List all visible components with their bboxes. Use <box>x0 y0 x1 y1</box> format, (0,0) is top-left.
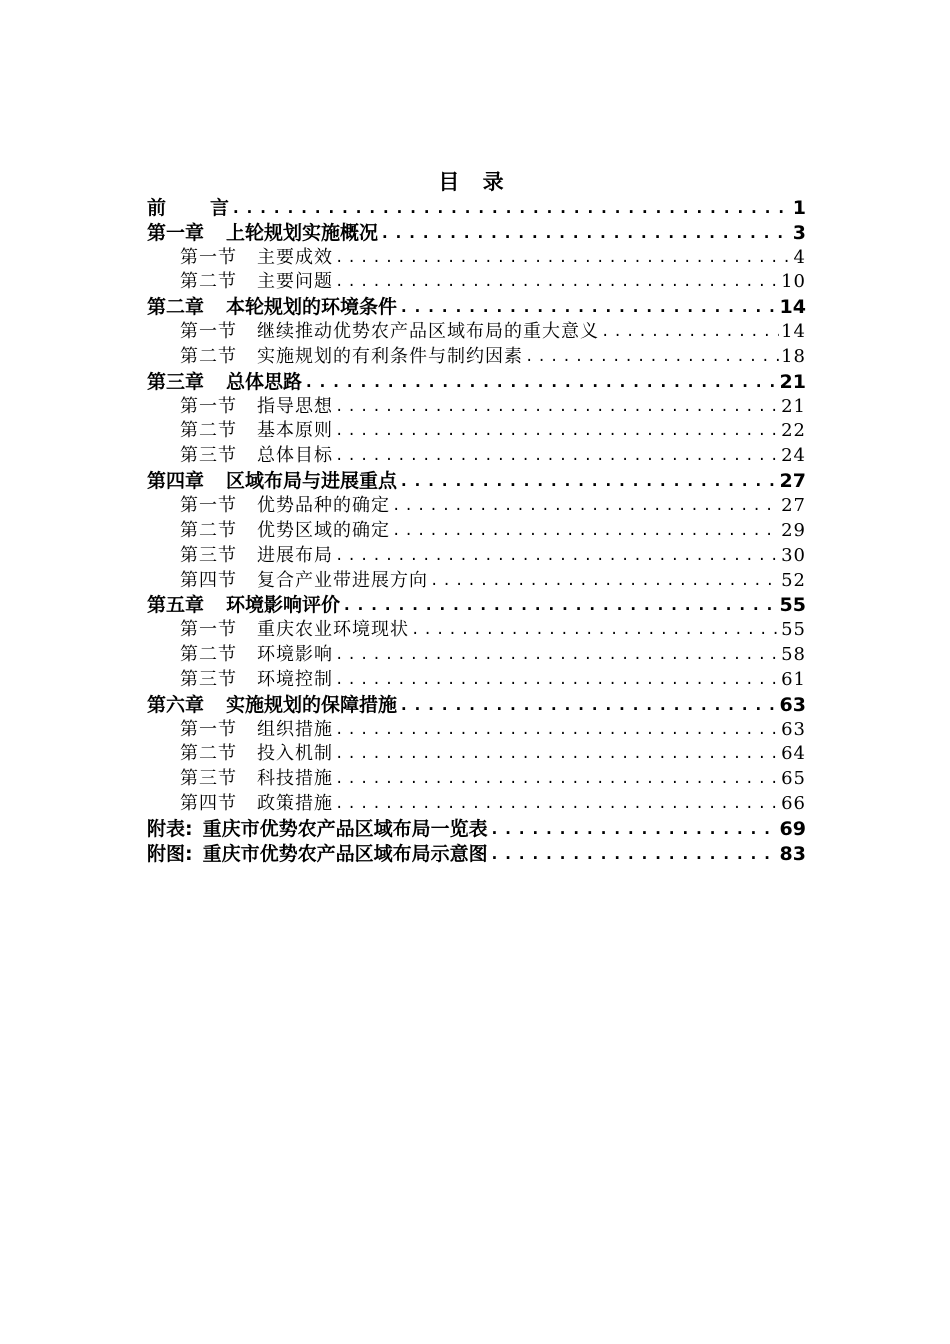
dot-leader <box>411 619 779 641</box>
toc-page-number: 69 <box>779 817 806 840</box>
toc-entry-title: 总体目标 <box>257 445 333 467</box>
toc-section-entry[interactable] <box>147 318 806 343</box>
dot-leader <box>335 545 779 567</box>
toc-entry-title: 主要问题 <box>257 271 333 293</box>
toc-entry-number: 第二节 <box>180 271 237 293</box>
dot-leader <box>335 396 779 418</box>
toc-page-number: 30 <box>781 544 806 566</box>
toc-entry-title: 重庆农业环境现状 <box>257 619 409 641</box>
toc-section-entry[interactable] <box>147 418 806 443</box>
toc-entry-title: 总体思路 <box>226 370 303 393</box>
toc-entry-label <box>180 619 409 641</box>
toc-entry-number: 第三节 <box>180 445 237 467</box>
toc-entry-label <box>180 768 333 790</box>
dot-leader <box>335 420 779 442</box>
toc-entry-label <box>180 321 599 343</box>
toc-entry-number: 第四节 <box>180 793 237 815</box>
toc-entry-number: 第一节 <box>180 718 237 740</box>
toc-page-number: 27 <box>781 494 806 516</box>
toc-page-number: 55 <box>779 594 806 617</box>
toc-appendix-entry[interactable] <box>147 840 806 865</box>
toc-entry-number: 第六章 <box>147 693 205 716</box>
dot-leader <box>304 371 778 393</box>
toc-entry-title: 复合产业带进展方向 <box>257 569 428 591</box>
toc-entry-number: 第三章 <box>147 370 205 393</box>
toc-entry-number: 第二节 <box>180 743 237 765</box>
toc-entry-title: 环境影响评价 <box>226 594 341 617</box>
dot-leader <box>430 570 779 592</box>
toc-entry-label <box>180 545 333 567</box>
toc-page-number: 4 <box>793 246 806 268</box>
toc-entry-title: 优势品种的确定 <box>257 494 390 516</box>
toc-page-number: 61 <box>781 668 806 690</box>
toc-page-number: 14 <box>781 321 806 343</box>
toc-entry-label <box>180 271 333 293</box>
toc-page-number: 21 <box>779 370 806 393</box>
toc-section-entry[interactable] <box>147 442 806 467</box>
toc-chapter-entry[interactable] <box>147 293 806 318</box>
toc-section-entry[interactable] <box>147 492 806 517</box>
toc-entry-number: 前 <box>147 196 167 219</box>
toc-entry-label <box>180 495 390 517</box>
toc-entry-number: 第一章 <box>147 221 205 244</box>
toc-entry-number: 第二节 <box>180 644 237 666</box>
toc-page-number: 22 <box>781 420 806 442</box>
toc-entry-title: 指导思想 <box>257 395 333 417</box>
toc-entry-number: 附图: <box>147 842 193 865</box>
toc-chapter-entry[interactable] <box>147 368 806 393</box>
toc-entry-label <box>180 669 333 691</box>
toc-section-entry[interactable] <box>147 542 806 567</box>
toc-entry-number: 第三节 <box>180 668 237 690</box>
toc-chapter-entry[interactable] <box>147 219 806 244</box>
toc-entry-label <box>147 222 378 244</box>
dot-leader <box>399 470 778 492</box>
toc-section-entry[interactable] <box>147 567 806 592</box>
toc-entry-title: 实施规划的有利条件与制约因素 <box>257 345 523 367</box>
toc-entry-number: 第四章 <box>147 470 205 493</box>
toc-page-number: 83 <box>779 842 806 865</box>
toc-page-number: 24 <box>781 445 806 467</box>
toc-entry-label <box>147 371 302 393</box>
dot-leader <box>335 644 779 666</box>
dot-leader <box>335 768 779 790</box>
toc-section-entry[interactable] <box>147 343 806 368</box>
toc-section-entry[interactable] <box>147 716 806 741</box>
toc-entry-title: 优势区域的确定 <box>257 519 390 541</box>
toc-entry-title: 组织措施 <box>257 718 333 740</box>
toc-entry-title: 投入机制 <box>257 743 333 765</box>
toc-entry-title: 上轮规划实施概况 <box>226 221 379 244</box>
dot-leader <box>399 296 778 318</box>
toc-entry-number: 第二节 <box>180 345 237 367</box>
dot-leader <box>335 445 779 467</box>
toc-entry-title: 主要成效 <box>257 246 333 268</box>
toc-entry-label <box>180 570 428 592</box>
toc-page-number: 63 <box>781 718 806 740</box>
dot-leader <box>231 197 791 219</box>
toc-entry-label <box>180 793 333 815</box>
dot-leader <box>601 321 779 343</box>
toc-entry-label <box>180 445 333 467</box>
toc-entry-title: 言 <box>210 196 230 219</box>
toc-entry-title: 环境影响 <box>257 644 333 666</box>
toc-chapter-entry[interactable] <box>147 592 806 617</box>
toc-section-entry[interactable] <box>147 269 806 294</box>
toc-entry-label <box>147 197 229 219</box>
toc-entry-title: 重庆市优势农产品区域布局一览表 <box>202 817 488 840</box>
toc-chapter-entry[interactable] <box>147 691 806 716</box>
toc-page-number: 29 <box>781 519 806 541</box>
dot-leader <box>490 843 778 865</box>
dot-leader <box>490 818 778 840</box>
page-title: 目 录 <box>438 170 512 194</box>
toc-entry-number: 第二节 <box>180 519 237 541</box>
dot-leader <box>335 743 779 765</box>
toc-chapter-entry[interactable] <box>147 194 806 219</box>
dot-leader <box>342 594 778 616</box>
toc-section-entry[interactable] <box>147 790 806 815</box>
toc-entry-number: 第一节 <box>180 395 237 417</box>
toc-page-number: 10 <box>781 271 806 293</box>
toc-entry-title: 本轮规划的环境条件 <box>226 296 398 319</box>
toc-section-entry[interactable] <box>147 666 806 691</box>
toc-entry-number: 第一节 <box>180 246 237 268</box>
toc-section-entry[interactable] <box>147 393 806 418</box>
toc-page-number: 63 <box>779 693 806 716</box>
toc-entry-title: 实施规划的保障措施 <box>226 693 398 716</box>
toc-entry-label <box>180 743 333 765</box>
toc-section-entry[interactable] <box>147 765 806 790</box>
toc-entry-number: 第一节 <box>180 494 237 516</box>
toc-entry-label <box>180 520 390 542</box>
toc-entry-title: 重庆市优势农产品区域布局示意图 <box>202 842 488 865</box>
toc-entry-number: 附表: <box>147 817 193 840</box>
toc-page-number: 52 <box>781 569 806 591</box>
toc-entry-number: 第四节 <box>180 569 237 591</box>
toc-entry-title: 科技措施 <box>257 768 333 790</box>
dot-leader <box>335 271 779 293</box>
toc-entry-title: 进展布局 <box>257 544 333 566</box>
dot-leader <box>380 222 791 244</box>
toc-page-number: 64 <box>781 743 806 765</box>
toc-entry-title: 区域布局与进展重点 <box>226 470 398 493</box>
toc-entry-label <box>147 594 340 616</box>
toc-entry-label <box>147 694 397 716</box>
toc-page-number: 58 <box>781 644 806 666</box>
toc-page-number: 27 <box>779 470 806 493</box>
dot-leader <box>399 694 778 716</box>
toc-entry-label <box>147 843 488 865</box>
toc-entry-label <box>180 644 333 666</box>
toc-entry-label <box>147 296 397 318</box>
toc-entry-number: 第一节 <box>180 619 237 641</box>
toc-entry-title: 环境控制 <box>257 668 333 690</box>
toc-page-number: 55 <box>781 619 806 641</box>
toc-entry-number: 第五章 <box>147 594 205 617</box>
toc-entry-label <box>180 719 333 741</box>
toc-entry-title: 基本原则 <box>257 420 333 442</box>
toc-entry-label <box>180 396 333 418</box>
toc-page-number: 1 <box>792 196 806 219</box>
toc-entry-label <box>147 470 397 492</box>
toc-section-entry[interactable] <box>147 616 806 641</box>
toc-entry-number: 第一节 <box>180 321 237 343</box>
table-of-contents <box>147 194 806 865</box>
toc-section-entry[interactable] <box>147 244 806 269</box>
toc-page-number: 21 <box>781 395 806 417</box>
dot-leader <box>335 669 779 691</box>
toc-appendix-entry[interactable] <box>147 815 806 840</box>
dot-leader <box>335 793 779 815</box>
toc-page-number: 66 <box>781 793 806 815</box>
toc-entry-label <box>180 247 333 269</box>
toc-entry-number: 第三节 <box>180 768 237 790</box>
toc-section-entry[interactable] <box>147 641 806 666</box>
toc-entry-number: 第三节 <box>180 544 237 566</box>
toc-section-entry[interactable] <box>147 741 806 766</box>
toc-page-number: 18 <box>781 345 806 367</box>
toc-chapter-entry[interactable] <box>147 467 806 492</box>
toc-entry-title: 继续推动优势农产品区域布局的重大意义 <box>257 321 599 343</box>
toc-entry-label <box>180 420 333 442</box>
toc-entry-number: 第二节 <box>180 420 237 442</box>
toc-entry-number: 第二章 <box>147 296 205 319</box>
toc-entry-label <box>147 818 488 840</box>
toc-entry-label <box>180 346 523 368</box>
dot-leader <box>392 520 779 542</box>
dot-leader <box>392 495 779 517</box>
toc-page-number: 14 <box>779 296 806 319</box>
toc-page-number: 65 <box>781 768 806 790</box>
dot-leader <box>335 719 779 741</box>
toc-entry-title: 政策措施 <box>257 793 333 815</box>
dot-leader <box>525 346 779 368</box>
toc-page-number: 3 <box>792 221 806 244</box>
toc-section-entry[interactable] <box>147 517 806 542</box>
dot-leader <box>335 247 792 269</box>
